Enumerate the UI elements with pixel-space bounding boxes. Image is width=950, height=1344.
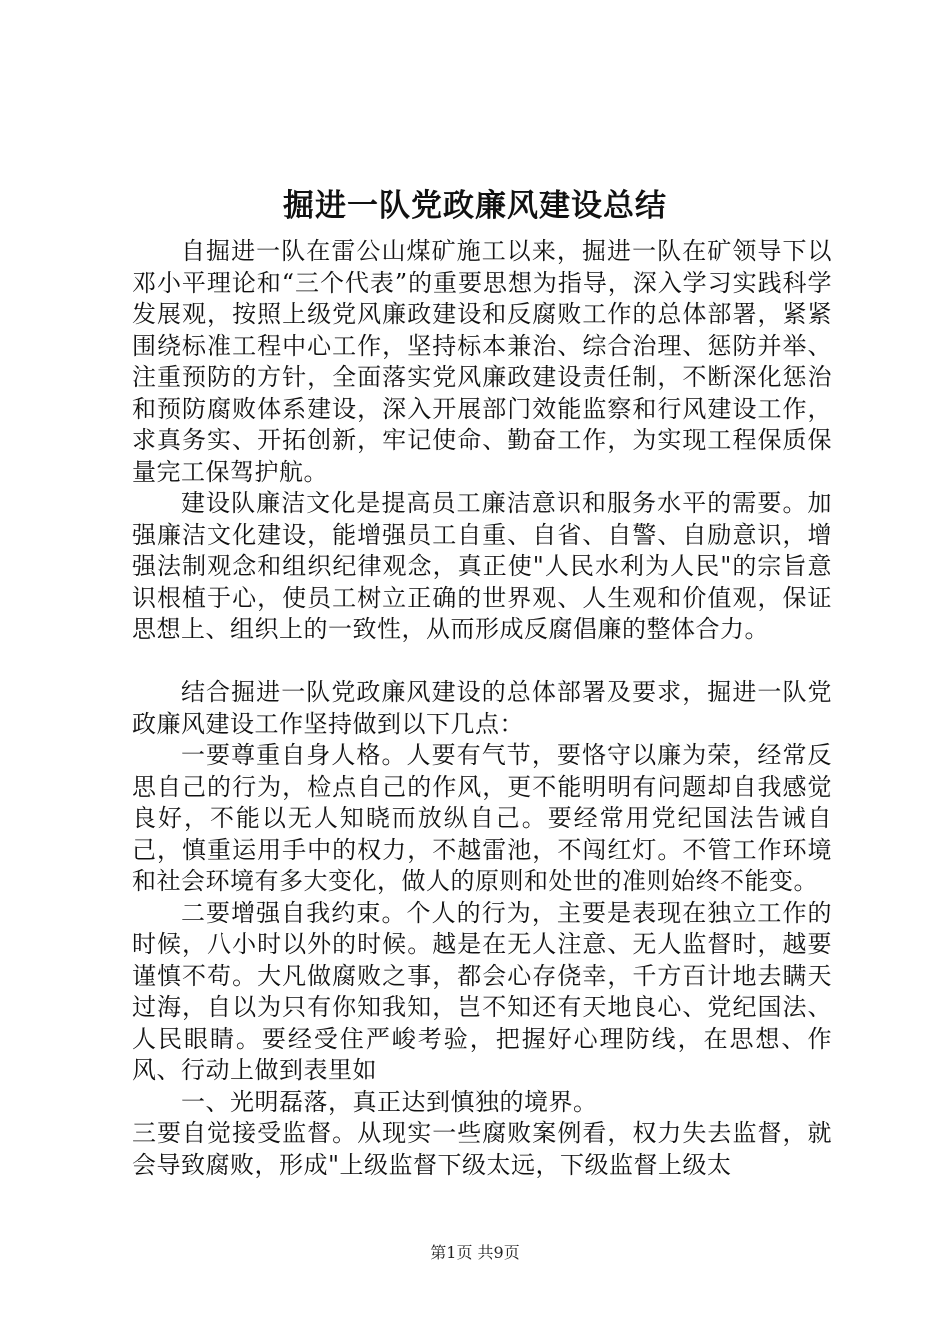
paragraph-summary-points: 结合掘进一队党政廉风建设的总体部署及要求，掘进一队党政廉风建设工作坚持做到以下几点： [132, 678, 832, 738]
paragraph-point-two-continued: 一、光明磊落，真正达到慎独的境界。 [181, 1087, 598, 1116]
paragraph-culture: 建设队廉洁文化是提高员工廉洁意识和服务水平的需要。加强廉洁文化建设，能增强员工自重、自省、自警、自励意识，增强法制观念和组织纪律观念，真正使"人民水利为人民"的宗旨意识根植于心，使员工树立正确的世界观、人生观和价值观，保证思想上、组织上的一致性，从而形成反腐倡廉的整体合力。 [132, 489, 832, 643]
paragraph-point-two: 二要增强自我约束。个人的行为，主要是表现在独立工作的时候，八小时以外的时候。越是在无人注意、无人监督时，越要谨慎不苟。大凡做腐败之事，都会心存侥幸，千方百计地去瞒天过海，自以为只有你知我知，岂不知还有天地良心、党纪国法、人民眼睛。要经受住严峻考验，把握好心理防线，在思想、作风、行动上做到表里如 [132, 898, 832, 1084]
paragraph-intro: 自掘进一队在雷公山煤矿施工以来，掘进一队在矿领导下以邓小平理论和“三个代表”的重要思想为指导，深入学习实践科学发展观，按照上级党风廉政建设和反腐败工作的总体部署，紧紧围绕标准工程中心工作，坚持标本兼治、综合治理、惩防并举、注重预防的方针，全面落实党风廉政建设责任制，不断深化惩治和预防腐败体系建设，深入开展部门效能监察和行风建设工作，求真务实、开拓创新，牢记使命、勤奋工作，为实现工程保质保量完工保驾护航。 [132, 237, 832, 486]
paragraph-spacer [132, 646, 832, 678]
document-title: 掘进一队党政廉风建设总结 [283, 188, 667, 224]
document-body [132, 236, 832, 1181]
paragraph-point-three: 三要自觉接受监督。从现实一些腐败案例看，权力失去监督，就会导致腐败，形成"上级监督下级太远，下级监督上级太 [132, 1119, 832, 1179]
page-number-footer: 第1页 共9页 [430, 1243, 520, 1262]
paragraph-point-one: 一要尊重自身人格。人要有气节，要恪守以廉为荣，经常反思自己的行为，检点自己的作风，更不能明明有问题却自我感觉良好，不能以无人知晓而放纵自己。要经常用党纪国法告诫自己，慎重运用手中的权力，不越雷池，不闯红灯。不管工作环境和社会环境有多大变化，做人的原则和处世的准则始终不能变。 [132, 741, 832, 895]
